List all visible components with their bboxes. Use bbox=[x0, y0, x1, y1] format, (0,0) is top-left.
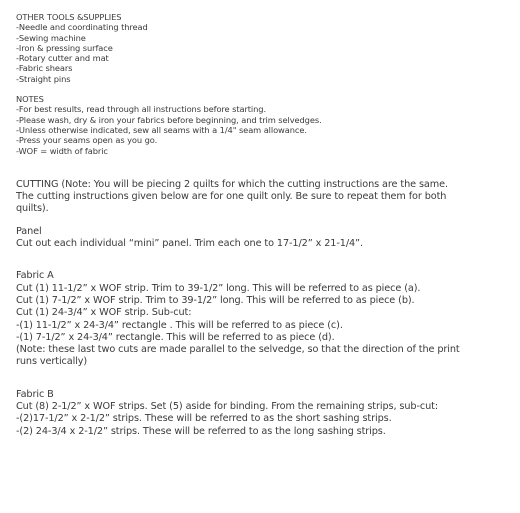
cutting-text-line: The cutting instructions given below are for one quilt only. Be sure to repeat them for both bbox=[16, 191, 447, 203]
list-item: -Iron & pressing surface bbox=[16, 42, 113, 53]
document-page bbox=[16, 12, 512, 438]
panel-heading: Panel bbox=[16, 225, 42, 237]
spacer bbox=[16, 250, 512, 270]
fabric-a-text-line: -(1) 11-1/2” x 24-3/4” rectangle . This will be referred to as piece (c). bbox=[16, 319, 343, 331]
list-item: -Unless otherwise indicated, sew all seams with a 1/4" seam allowance. bbox=[16, 124, 307, 135]
spacer bbox=[16, 156, 512, 179]
fabric-b-text-line: Cut (8) 2-1/2” x WOF strips. Set (5) aside for binding. From the remaining strips, sub-cut: bbox=[16, 401, 438, 413]
spacer bbox=[16, 216, 512, 226]
notes-section bbox=[16, 94, 512, 156]
fabric-b-text-line: -(2)17-1/2” x 2-1/2” strips. These will be referred to as the short sashing strips. bbox=[16, 413, 392, 425]
list-item: -Needle and coordinating thread bbox=[16, 22, 148, 33]
list-item: -Straight pins bbox=[16, 73, 71, 84]
list-item: -Rotary cutter and mat bbox=[16, 53, 109, 64]
fabric-a-text-line: runs vertically) bbox=[16, 356, 88, 368]
tools-section bbox=[16, 12, 512, 84]
list-item: -Fabric shears bbox=[16, 63, 73, 74]
panel-text-line: Cut out each individual “mini” panel. Trim each one to 17-1/2” x 21-1/4”. bbox=[16, 238, 363, 250]
cutting-text-line: quilts). bbox=[16, 203, 49, 215]
panel-section bbox=[16, 226, 512, 251]
fabric-a-heading: Fabric A bbox=[16, 270, 54, 282]
list-item: -Please wash, dry & iron your fabrics before beginning, and trim selvedges. bbox=[16, 114, 322, 125]
spacer bbox=[16, 84, 512, 94]
list-item: -WOF = width of fabric bbox=[16, 145, 108, 156]
fabric-b-text-line: -(2) 24-3/4 x 2-1/2” strips. These will be referred to as the long sashing strips. bbox=[16, 425, 386, 437]
tools-heading: OTHER TOOLS &SUPPLIES bbox=[16, 12, 122, 22]
fabric-b-section bbox=[16, 389, 512, 438]
list-item: -For best results, read through all instructions before starting. bbox=[16, 104, 266, 115]
list-item: -Press your seams open as you go. bbox=[16, 135, 158, 146]
fabric-a-section bbox=[16, 270, 512, 368]
list-item: -Sewing machine bbox=[16, 32, 86, 43]
cutting-section bbox=[16, 179, 512, 216]
fabric-a-text-line: -(1) 7-1/2” x 24-3/4” rectangle. This will be referred to as piece (d). bbox=[16, 331, 335, 343]
fabric-a-text-line: Cut (1) 24-3/4” x WOF strip. Sub-cut: bbox=[16, 307, 192, 319]
fabric-a-text-line: Cut (1) 7-1/2” x WOF strip. Trim to 39-1/2” long. This will be referred to as piece (b). bbox=[16, 294, 415, 306]
fabric-b-heading: Fabric B bbox=[16, 388, 54, 400]
fabric-a-text-line: Cut (1) 11-1/2” x WOF strip. Trim to 39-1/2” long. This will be referred to as piece (a). bbox=[16, 282, 421, 294]
notes-heading: NOTES bbox=[16, 94, 44, 105]
cutting-text-line: CUTTING (Note: You will be piecing 2 quilts for which the cutting instructions are the same. bbox=[16, 178, 448, 190]
spacer bbox=[16, 369, 512, 389]
fabric-a-text-line: (Note: these last two cuts are made parallel to the selvedge, so that the direction of the print bbox=[16, 344, 460, 356]
